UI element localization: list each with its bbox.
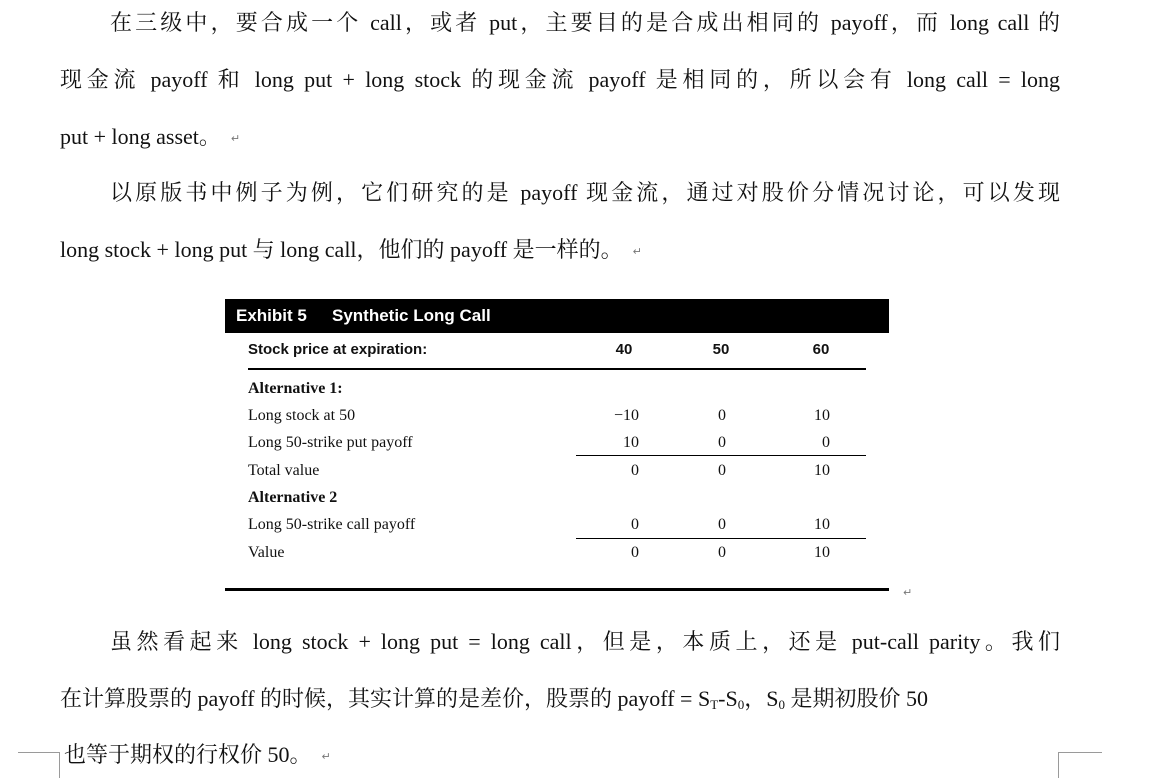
cell-long-stock-50: 0 [718, 407, 726, 424]
paragraph-1-line-3 [60, 122, 1060, 154]
cell-long-put-40: 10 [623, 434, 639, 451]
paragraph-2-line-2-text: long stock + long put 与 long call，他们的 payoff 是一样的。 [60, 237, 623, 262]
exhibit-header [225, 299, 889, 333]
row-label-long-stock: Long stock at 50 [248, 407, 356, 424]
p3-line2-part-c: ，S [744, 686, 779, 711]
paragraph-3-line-2 [60, 684, 1058, 720]
column-header-60: 60 [812, 341, 830, 358]
header-rule [248, 368, 866, 370]
subtotal-rule-2 [576, 538, 866, 539]
paragraph-2-line-1: 以原版书中例子为例，它们研究的是 payoff 现金流，通过对股价分情况讨论，可以发现 [110, 180, 1060, 205]
paragraph-1-line-2: 现金流 payoff 和 long put + long stock 的现金流 payoff 是相同的，所以会有 long call = long [60, 67, 1060, 92]
row-label-total-value: Total value [248, 462, 320, 479]
paragraph-mark-icon: ↵ [230, 131, 241, 145]
row-label-alternative-2: Alternative 2 [248, 489, 338, 506]
paragraph-2-line-2 [60, 235, 1060, 267]
crop-mark-left-vertical [59, 752, 60, 778]
row-label-long-call: Long 50-strike call payoff [248, 516, 416, 533]
cell-long-put-50: 0 [718, 434, 726, 451]
cell-long-put-60: 0 [822, 434, 830, 451]
cell-value-40: 0 [631, 544, 639, 561]
p3-subscript-0b: 0 [778, 697, 785, 712]
exhibit-table [225, 299, 889, 592]
paragraph-mark-icon: ↵ [632, 244, 642, 258]
crop-mark-right-horizontal [1058, 752, 1102, 753]
p3-line2-part-a: 在计算股票的 payoff 的时候，其实计算的是差价，股票的 payoff = S [60, 686, 711, 711]
paragraph-mark-icon: ↵ [321, 749, 331, 763]
subtotal-rule-1 [576, 455, 866, 456]
column-header-50: 50 [712, 341, 730, 358]
cell-total-value-50: 0 [718, 462, 726, 479]
p3-subscript-0: 0 [737, 697, 745, 712]
row-label-alternative-1: Alternative 1: [248, 380, 343, 397]
exhibit-title: Synthetic Long Call [332, 306, 491, 325]
cell-value-60: 10 [814, 544, 830, 561]
cell-long-stock-40: −10 [613, 407, 639, 424]
row-label-value: Value [248, 544, 285, 561]
p3-line2-part-d: 是期初股价 50 [784, 686, 928, 711]
cell-total-value-60: 10 [814, 462, 830, 479]
cell-value-50: 0 [718, 544, 726, 561]
crop-mark-right-vertical [1058, 752, 1059, 778]
cell-total-value-40: 0 [631, 462, 639, 479]
table-bottom-rule [225, 588, 889, 591]
p3-subscript-t: T [710, 697, 719, 712]
paragraph-1-line-3-text: put + long asset。 [60, 124, 221, 149]
paragraph-1-line-1: 在三级中，要合成一个 call，或者 put，主要目的是合成出相同的 payoff，而 long call 的 [110, 10, 1060, 35]
column-header-label: Stock price at expiration: [248, 341, 428, 358]
column-header-40: 40 [615, 341, 633, 358]
paragraph-3-line-1: 虽然看起来 long stock + long put = long call，但是，本质上，还是 put-call parity。我们 [110, 629, 1060, 654]
cell-long-call-40: 0 [631, 516, 639, 533]
paragraph-3-line-3 [64, 740, 1064, 772]
cell-long-call-50: 0 [718, 516, 726, 533]
paragraph-3-line-3-text: 也等于期权的行权价 50。 [64, 742, 312, 767]
paragraph-mark-icon: ↵ [903, 586, 913, 599]
crop-mark-left-horizontal [18, 752, 60, 753]
p3-line2-part-b: -S [718, 686, 738, 711]
row-label-long-put: Long 50-strike put payoff [248, 434, 413, 451]
cell-long-call-60: 10 [814, 516, 830, 533]
exhibit-number: Exhibit 5 [236, 306, 307, 325]
cell-long-stock-60: 10 [814, 407, 830, 424]
